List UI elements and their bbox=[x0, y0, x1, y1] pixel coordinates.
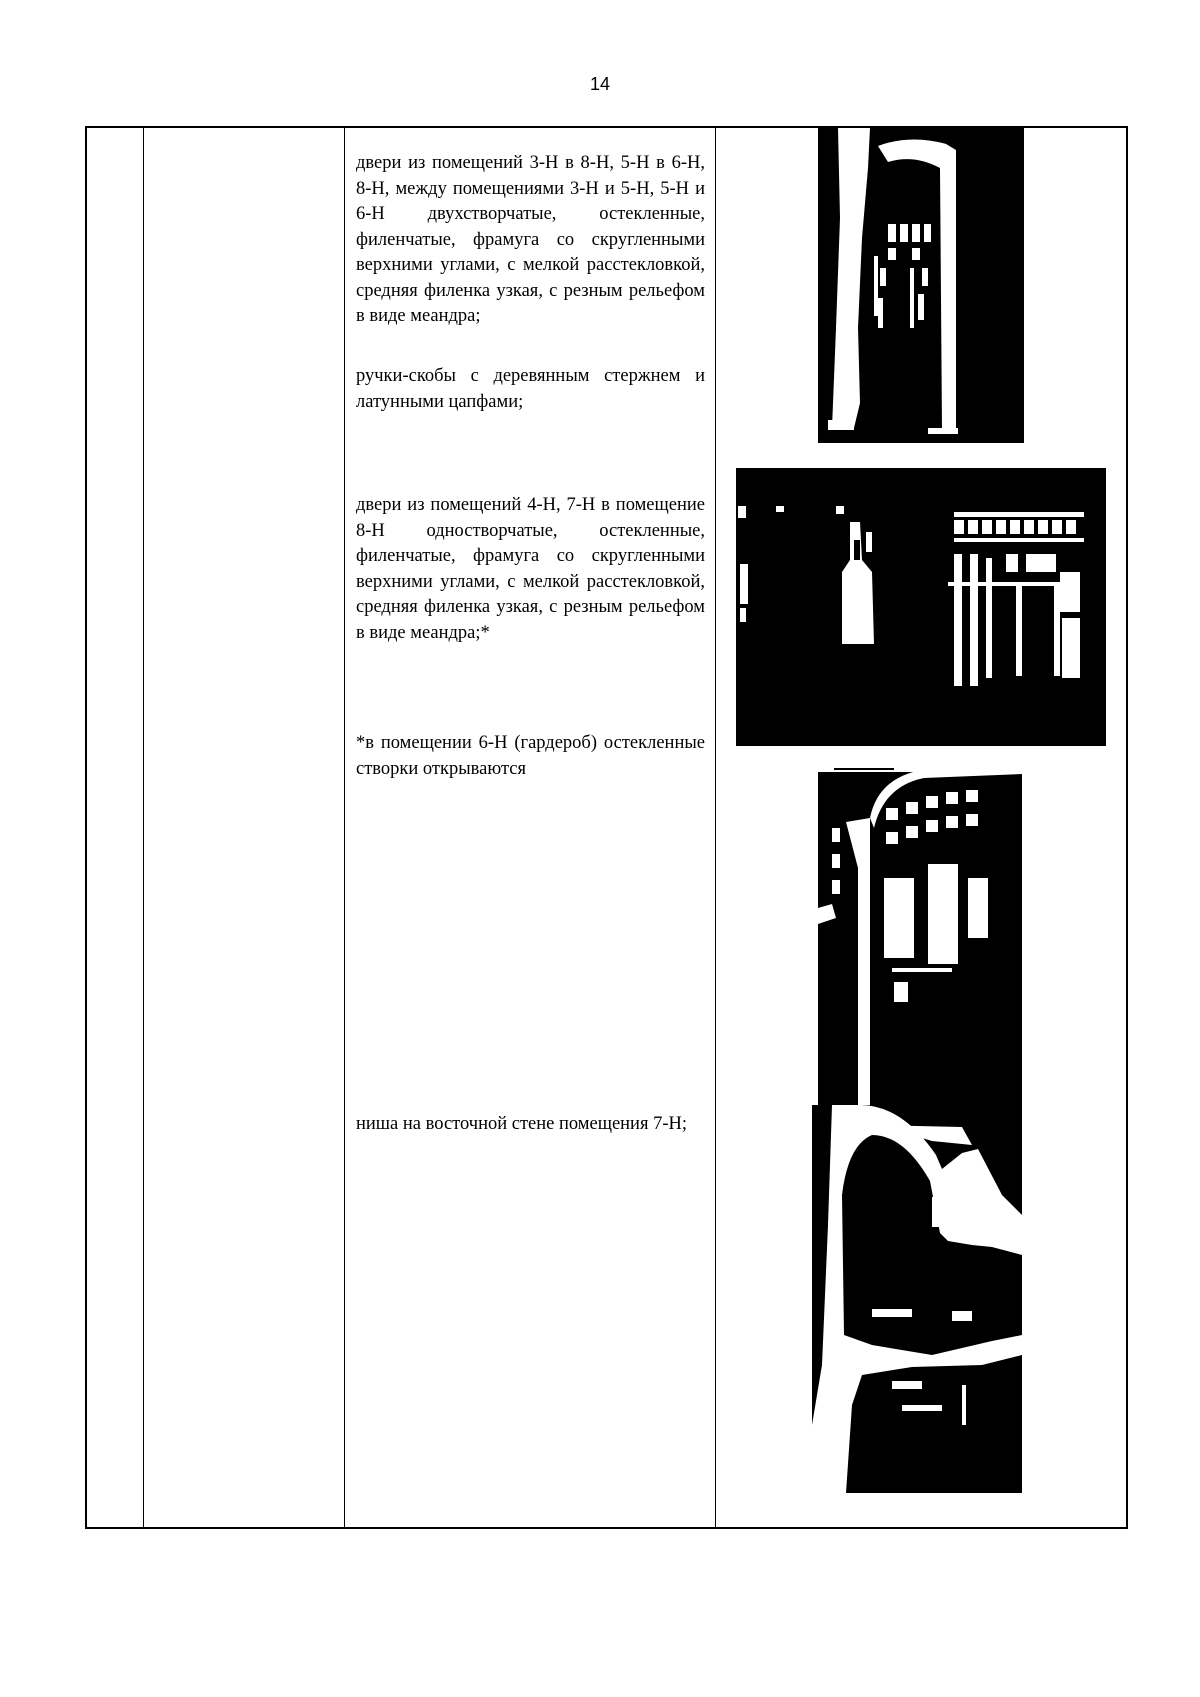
table-col-divider-3 bbox=[715, 126, 716, 1529]
description-door-handles: ручки-скобы с деревянным стержнем и латунными цапфами; bbox=[356, 366, 705, 412]
table-border-left bbox=[85, 126, 87, 1529]
page-number: 14 bbox=[589, 74, 611, 94]
description-single-doors: двери из помещений 4-Н, 7-Н в помещение 8-Н одностворчатые, остекленные, филенчатые, фрамуга со скругленными верхними углами, с мелкой расстекловкой, средняя филенка узкая, с резным рельефом в виде меандра;* bbox=[356, 495, 705, 643]
description-double-doors: двери из помещений 3-Н в 8-Н, 5-Н в 6-Н, 8-Н, между помещениями 3-Н и 5-Н, 5-Н и 6-Н двухстворчатые, остекленные, филенчатые, фрамуга со скругленными верхними углами, с мелкой расстекловкой, средняя филенка узкая, с резным рельефом в виде меандра; bbox=[356, 153, 705, 326]
wardrobe-door-photo bbox=[818, 768, 1022, 1106]
description-wardrobe-note: *в помещении 6-Н (гардероб) остекленные створки открываются bbox=[356, 733, 705, 779]
table-col-divider-2 bbox=[344, 126, 345, 1529]
table-col-divider-1 bbox=[143, 126, 144, 1529]
single-door-photo bbox=[736, 468, 1106, 746]
table-border-bottom bbox=[85, 1527, 1128, 1529]
description-wall-niche: ниша на восточной стене помещения 7-Н; bbox=[356, 1114, 688, 1134]
double-door-photo bbox=[818, 128, 1024, 443]
table-border-right bbox=[1126, 126, 1128, 1529]
wall-niche-photo bbox=[812, 1105, 1022, 1493]
